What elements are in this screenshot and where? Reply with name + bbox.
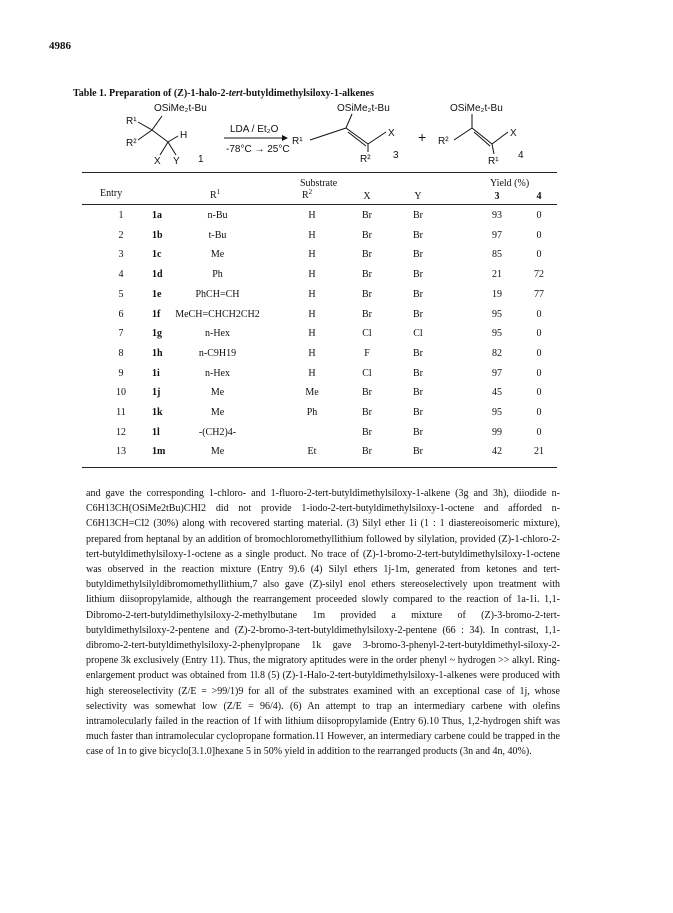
scheme-1-x-label: X xyxy=(154,156,161,167)
cell-y4: 21 xyxy=(534,446,544,458)
cell-sub: 1b xyxy=(152,229,163,241)
scheme-4-r2-label: R² xyxy=(438,136,449,147)
cell-r2: Et xyxy=(307,446,317,458)
cell-y4: 0 xyxy=(536,387,542,399)
cell-y4: 0 xyxy=(536,367,542,379)
cell-y3: 97 xyxy=(492,367,502,379)
col-header-yield-4: 4 xyxy=(536,191,542,202)
col-header-entry: Entry xyxy=(100,188,123,199)
cell-r1: n-Hex xyxy=(205,367,230,379)
cell-entry: 5 xyxy=(118,288,124,300)
cell-entry: 6 xyxy=(118,308,124,320)
scheme-3-x-label: X xyxy=(388,128,395,139)
cell-y3: 82 xyxy=(492,347,502,359)
cell-y: Br xyxy=(413,308,423,320)
cell-r2: H xyxy=(308,249,316,261)
cell-y4: 0 xyxy=(536,426,542,438)
cell-y3: 21 xyxy=(492,269,502,281)
scheme-4-bonds xyxy=(454,114,508,154)
cell-x: Br xyxy=(362,229,372,241)
cell-y3: 99 xyxy=(492,426,502,438)
scheme-plus: + xyxy=(418,129,427,145)
scheme-reagent: LDA / Et₂O xyxy=(230,124,279,135)
cell-r2: H xyxy=(308,229,316,241)
cell-r1: Me xyxy=(210,446,225,458)
cell-y4: 0 xyxy=(536,249,542,261)
cell-y3: 95 xyxy=(492,407,502,418)
scheme-compound-4-number: 4 xyxy=(518,150,524,161)
cell-y3: 85 xyxy=(492,249,502,261)
cell-y: Br xyxy=(413,210,423,221)
cell-entry: 11 xyxy=(116,407,126,418)
col-header-x: X xyxy=(363,191,371,202)
cell-r1: -(CH2)4- xyxy=(198,426,237,438)
cell-y3: 45 xyxy=(492,387,502,399)
cell-sub: 1e xyxy=(152,288,162,300)
cell-y3: 95 xyxy=(492,308,502,320)
cell-x: Br xyxy=(362,407,372,418)
cell-y3: 19 xyxy=(492,288,502,300)
cell-y4: 77 xyxy=(534,288,544,300)
scheme-compound-1-number: 1 xyxy=(198,154,204,165)
scheme-compound-3-number: 3 xyxy=(393,150,399,161)
cell-entry: 4 xyxy=(118,269,124,281)
scheme-3-osi-label: OSiMe₂t-Bu xyxy=(337,103,390,114)
cell-r1: PhCH=CH xyxy=(195,288,240,300)
cell-x: Cl xyxy=(362,367,372,379)
cell-y3: 97 xyxy=(492,229,502,241)
cell-x: Cl xyxy=(362,328,372,340)
scheme-4-r1-label: R¹ xyxy=(488,156,499,167)
scheme-3-r1-label: R¹ xyxy=(292,136,303,147)
cell-r1: Me xyxy=(210,249,225,261)
table-bottom-rule xyxy=(82,467,557,468)
cell-y: Br xyxy=(413,347,423,359)
cell-r2: H xyxy=(308,328,316,340)
cell-entry: 12 xyxy=(116,426,126,438)
cell-r2: H xyxy=(308,347,316,359)
col-header-yield-3: 3 xyxy=(494,191,500,202)
scheme-3-bonds xyxy=(310,114,386,152)
cell-y4: 0 xyxy=(536,210,542,221)
page-number: 4986 xyxy=(49,40,71,52)
cell-y: Br xyxy=(413,446,423,458)
cell-y: Br xyxy=(413,249,423,261)
cell-y4: 72 xyxy=(534,269,544,281)
scheme-1-bonds xyxy=(138,116,178,155)
cell-sub: 1d xyxy=(152,269,163,281)
col-header-r1: $R^1$ xyxy=(210,188,221,201)
cell-y: Br xyxy=(413,269,423,281)
table-header-rule xyxy=(82,204,557,205)
cell-x: Br xyxy=(362,308,372,320)
cell-r2: Ph xyxy=(306,407,318,418)
cell-sub: 1f xyxy=(152,308,161,320)
scheme-1-osi-label: OSiMe₂t-Bu xyxy=(154,103,207,114)
cell-sub: 1a xyxy=(152,210,162,221)
cell-entry: 10 xyxy=(116,387,126,399)
cell-y3: 42 xyxy=(492,446,502,458)
cell-x: Br xyxy=(362,426,372,438)
cell-y: Cl xyxy=(413,328,423,340)
scheme-3-r2-label: R² xyxy=(360,154,371,165)
cell-sub: 1m xyxy=(152,446,166,458)
cell-entry: 9 xyxy=(118,367,124,379)
cell-sub: 1j xyxy=(152,387,161,399)
cell-entry: 13 xyxy=(116,446,126,458)
cell-x: Br xyxy=(362,387,372,399)
table-caption xyxy=(73,88,374,99)
reaction-scheme xyxy=(120,100,550,172)
cell-sub: 1g xyxy=(152,328,162,340)
caption-suffix: -butyldimethylsiloxy-1-alkenes xyxy=(242,88,374,99)
scheme-1-r1-label: R¹ xyxy=(126,116,137,127)
cell-sub: 1i xyxy=(152,367,160,379)
cell-y: Br xyxy=(413,426,423,438)
cell-sub: 1k xyxy=(152,407,163,418)
cell-r1: n-C9H19 xyxy=(198,347,237,359)
cell-sub: 1c xyxy=(152,249,162,261)
caption-prefix: Table 1. Preparation of (Z)-1-halo-2- xyxy=(73,88,229,99)
cell-y: Br xyxy=(413,387,423,399)
cell-y4: 0 xyxy=(536,347,542,359)
cell-entry: 8 xyxy=(118,347,124,359)
cell-r2: Me xyxy=(305,387,319,399)
cell-y4: 0 xyxy=(536,229,542,241)
scheme-arrow-head xyxy=(282,135,288,141)
scheme-1-y-label: Y xyxy=(173,156,180,167)
body-text xyxy=(86,486,560,760)
cell-x: Br xyxy=(362,210,372,221)
cell-r2: H xyxy=(308,210,316,221)
cell-x: Br xyxy=(362,269,372,281)
cell-r1: Me xyxy=(210,387,225,399)
caption-tert: tert xyxy=(228,88,243,99)
scheme-4-osi-label: OSiMe₂t-Bu xyxy=(450,103,503,114)
cell-sub: 1h xyxy=(152,347,163,359)
cell-r1: Ph xyxy=(212,269,223,281)
cell-r1: t-Bu xyxy=(208,229,227,241)
cell-r1: Me xyxy=(210,407,225,418)
cell-entry: 2 xyxy=(118,229,124,241)
cell-x: Br xyxy=(362,288,372,300)
cell-sub: 1l xyxy=(152,426,160,438)
cell-y3: 95 xyxy=(492,328,502,340)
cell-r2: H xyxy=(308,288,316,300)
cell-r2: H xyxy=(308,269,316,281)
cell-x: Br xyxy=(362,446,372,458)
scheme-1-r2-label: R² xyxy=(126,138,137,149)
scheme-4-x-label: X xyxy=(510,128,517,139)
cell-r1: MeCH=CHCH2CH2 xyxy=(175,308,260,320)
col-header-y: Y xyxy=(414,191,422,202)
cell-r1: n-Bu xyxy=(207,210,228,221)
cell-r1: n-Hex xyxy=(205,328,230,340)
cell-y: Br xyxy=(413,288,423,300)
body-paragraph: and gave the corresponding 1-chloro- and 1-fluoro-2-tert-butyldimethylsiloxy-1-alkene (3g and 3h), diiodide n-C6H13CH(OSiMe2tBu)CHI2 did not provide 1-iodo-2-tert-butyldimethylsiloxy-1-octene and afforded n-C6H13CH=CI2 (30%) along with recovered starting material. (3) Silyl ether 1i (1 : 1 diastereoisomeric mixture), prepared from heptanal by an addition of bromochloromethyllithium followed by silylation, provided (Z)-1-chloro-2-tert-butyldimethylsiloxy-1-octene as a single product. No trace of (Z)-1-bromo-2-tert-butyldimethylsiloxy-1-octene was observed in the reaction mixture (Entry 9).6 (4) Silyl ethers 1j-1m, generated from ketones and tert-butyldimethylsilyldibromomethyllithium,7 also gave (Z)-silyl enol ethers stereoselectively upon treatment with lithium diisopropylamide, although the rearrangement proceeded slowly compared to the reaction of 1a-1i. 1,1-Dibromo-2-tert-butyldimethylsiloxy-2-methylbutane 1m provided a mixture of (Z)-3-bromo-2-tert-butyldimethylsiloxy-2-pentene and (Z)-2-bromo-3-tert-butyldimethylsiloxy-2-pentene (66 : 34). In contrast, 1,1-dibromo-2-tert-butyldimethylsiloxy-2-phenylpropane 1k gave 3-bromo-3-phenyl-2-tert-butyldimethyl-siloxy-2-propene 3k exclusively (Entry 11). Thus, the migratory aptitudes were in the order phenyl ~ hydrogen >> alkyl. Ring-enlargement product was obtained from 1l.8 (5) (Z)-1-Halo-2-tert-butyldimethylsiloxy-1-alkenes were produced with high stereoselectivity (Z/E = >99/1)9 for all of the substrates examined with an exceptional case of 1j, whose selectivity was somewhat low (Z/E = 96/4). (6) An attempt to trap an intermediary carbene with olefins intramolecularly failed in the reaction of 1f with lithium diisopropylamide (Entry 6).10 Thus, 1,2-hydrogen shift was much faster than intramolecular cyclopropane formation.11 However, an intermediary carbene could be trapped in the case of 1n to give bicyclo[3.1.0]hexane 5 in 50% yield in addition to the rearranged products (3n and 4n, 40%). xyxy=(86,488,560,758)
cell-entry: 1 xyxy=(118,210,124,221)
col-header-r2: $R^2$ xyxy=(302,188,313,201)
scheme-1-h-label: H xyxy=(180,130,188,141)
cell-y: Br xyxy=(413,367,423,379)
table-top-rule xyxy=(82,172,557,173)
scheme-conditions: -78°C → 25°C xyxy=(226,144,290,155)
cell-r2: H xyxy=(308,308,316,320)
cell-y4: 0 xyxy=(536,308,542,320)
cell-x: F xyxy=(364,347,370,359)
cell-r2: H xyxy=(308,367,316,379)
cell-entry: 3 xyxy=(118,249,124,261)
cell-x: Br xyxy=(362,249,372,261)
cell-y: Br xyxy=(413,407,423,418)
cell-y4: 0 xyxy=(536,407,542,418)
cell-y4: 0 xyxy=(536,328,542,340)
col-header-yield: Yield (%) xyxy=(490,178,530,189)
cell-y3: 93 xyxy=(492,210,502,221)
cell-y: Br xyxy=(413,229,423,241)
cell-entry: 7 xyxy=(118,328,124,340)
col-header-substrate: Substrate xyxy=(300,178,338,189)
